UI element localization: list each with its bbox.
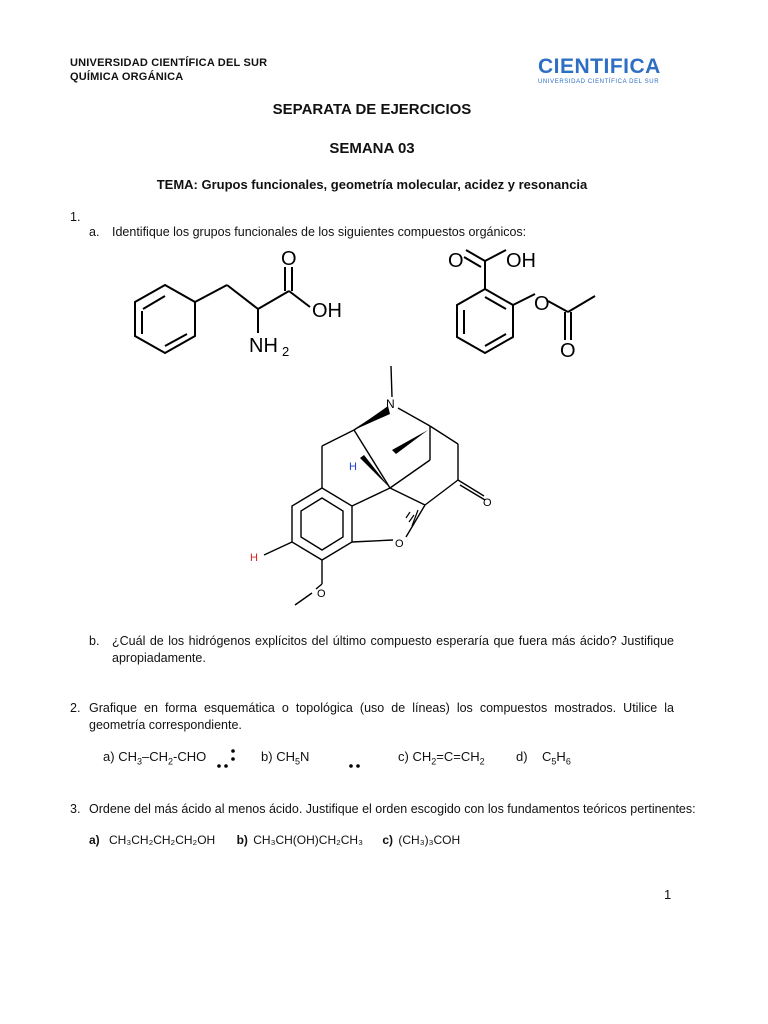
q2-text: Grafique en forma esquemática o topológica (uso de líneas) los compuestos mostrados. Utilice la geometría correspondiente. — [89, 701, 674, 732]
wedge-bond-h — [360, 455, 390, 488]
q2b-label: b) — [261, 749, 273, 764]
mol2-o-bottom-label: O — [560, 340, 576, 360]
mol3-o-ketone-label: O — [483, 497, 492, 509]
mol3-o-methoxy-label: O — [317, 588, 326, 600]
q3c-formula: (CH₃)₃COH — [398, 833, 461, 847]
logo-wordmark: CIENTIFICA — [538, 55, 661, 78]
q3-options — [89, 833, 460, 847]
page-number: 1 — [664, 887, 672, 902]
polycyclic-alkaloid-structure — [240, 360, 510, 610]
q3a-label: a) — [89, 833, 100, 847]
q1b-label: b. — [89, 634, 100, 648]
q2-formula-b — [261, 749, 309, 767]
q2c-label: c) — [398, 749, 409, 764]
q3a-formula: CH₃CH₂CH₂CH₂OH — [109, 833, 216, 847]
q2d-formula: $C_5H_6$ — [542, 749, 571, 767]
week-title: SEMANA 03 — [329, 140, 415, 157]
document-title: SEPARATA DE EJERCICIOS — [272, 101, 472, 118]
mol1-nh-label: NH — [249, 335, 278, 357]
q2a-formula: $CH_3-CH_2$-CHO — [118, 749, 207, 767]
q2-formula-a — [103, 749, 206, 767]
university-header — [70, 56, 267, 84]
q1a-label: a. — [89, 225, 100, 239]
q1-number: 1. — [70, 210, 81, 224]
university-logo — [538, 56, 668, 86]
q2a-label: a) — [103, 749, 115, 764]
mol3-o-bridge-label: O — [395, 538, 404, 550]
mol1-o-label: O — [281, 248, 297, 270]
q1a-text: Identifique los grupos funcionales de los siguientes compuestos orgánicos: — [112, 225, 527, 239]
logo-tagline: UNIVERSIDAD CIENTÍFICA DEL SUR — [538, 79, 660, 85]
mol3-h-red-label: H — [250, 552, 258, 564]
wedge-bond-bridge — [392, 430, 428, 454]
q3c-label: c) — [382, 833, 394, 847]
mol1-nh-subscript: 2 — [282, 344, 290, 359]
wedge-bond-n — [354, 406, 390, 430]
aspirin-structure — [440, 245, 610, 360]
lone-pair-dots-b — [348, 762, 364, 770]
q1b-text: ¿Cuál de los hidrógenos explícitos del último compuesto esperaría que fuera más ácido? Justifique apropiadamente. — [112, 634, 674, 665]
course-name: QUÍMICA ORGÁNICA — [70, 71, 184, 83]
q2d-label: d) — [516, 749, 528, 764]
mol2-oh-label: OH — [506, 250, 536, 272]
mol2-o-ester-label: O — [534, 293, 550, 315]
lone-pair-dots-a — [215, 748, 241, 770]
topic-title: TEMA: Grupos funcionales, geometría molecular, acidez y resonancia — [156, 177, 588, 192]
q2-formula-d — [516, 749, 571, 767]
q2-formula-c — [398, 749, 485, 767]
q3-number: 3. — [70, 802, 81, 816]
phenylalanine-structure — [125, 245, 355, 360]
q3-text: Ordene del más ácido al menos ácido. Justifique el orden escogido con los fundamentos teóricos pertinentes: — [89, 802, 696, 816]
q3b-label: b) — [236, 833, 248, 847]
q2-number: 2. — [70, 701, 81, 715]
mol3-h-blue-label: H — [349, 461, 357, 473]
q2b-formula: $CH_5N$ — [276, 749, 310, 767]
mol1-oh-label: OH — [312, 300, 342, 322]
mol2-o-top-label: O — [448, 250, 464, 272]
q2c-formula: $CH_2=C=CH_2$ — [412, 749, 485, 767]
university-name: UNIVERSIDAD CIENTÍFICA DEL SUR — [70, 57, 268, 69]
mol3-n-label: N — [386, 397, 395, 411]
q3b-formula: CH₃CH(OH)CH₂CH₃ — [253, 833, 363, 847]
